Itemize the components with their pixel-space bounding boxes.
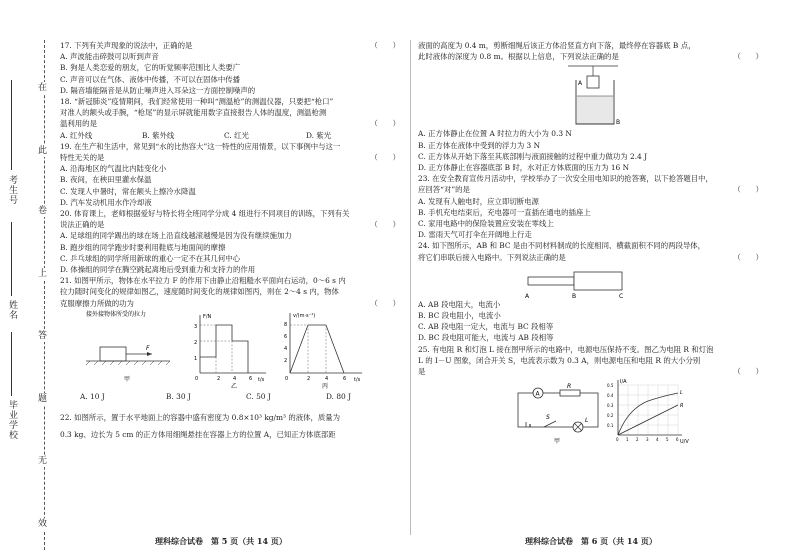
q25-graph-ylabel: I/A [620, 379, 627, 386]
q21-yi-ylabel: F/N [203, 313, 212, 320]
q18-stem: 温利用的是 （ ） [60, 119, 400, 129]
q25-ammeter-label: A [535, 390, 540, 398]
q24-option: D. BC 段电阻可能大，电流与 AB 段相等 [418, 333, 554, 343]
q21-bing-ylabel: v/(m·s⁻¹) [293, 312, 316, 319]
column-divider [410, 40, 411, 535]
q20-option: D. 体操组的同学在腾空跳起离地后受到重力和支持力的作用 [60, 265, 256, 275]
q22-figure [418, 62, 763, 128]
q24-conductor-ab [528, 277, 574, 285]
q25-switch-label: S [546, 414, 550, 422]
q25-resistor [560, 390, 580, 396]
q21-yi-xtick: 6 [249, 375, 253, 382]
q22-liquid [577, 96, 613, 124]
page-footer-left: 理科综合试卷 第 5 页（共 14 页） [155, 536, 287, 546]
q21-bing-ytick: 4 [284, 345, 288, 352]
margin-char: 在 [38, 83, 48, 93]
binding-dashed-line [44, 40, 45, 550]
margin-char: 题 [38, 394, 48, 404]
q22-option: A. 正方体静止在位置 A 时拉力的大小为 0.3 N [418, 129, 572, 139]
q25-curve-r-label: R [680, 403, 684, 410]
q21-bing-guides [290, 325, 326, 373]
q25-label-jia: 甲 [554, 438, 561, 446]
q21-force-label: F [146, 344, 150, 352]
q25-graph-xtick: 6 [676, 437, 679, 443]
q22-option: B. 正方体在液体中受到的浮力为 3 N [418, 140, 541, 150]
binding-margin [0, 0, 56, 560]
q25-curve-l-label: L [680, 390, 683, 397]
school-label: 毕业学校 [7, 400, 17, 440]
q25-graph-xtick: 2 [636, 437, 639, 443]
q21-bing-xtick: 4 [325, 375, 329, 382]
margin-char: 答 [38, 331, 48, 341]
q22-label-a: A [578, 80, 583, 88]
q24-conductor-bc [574, 272, 622, 290]
q18-option: A. 红外线 [60, 130, 93, 140]
q17-option: B. 狗是人类恋爱的朋友，它的听觉频率范围比人类要广 [60, 63, 241, 73]
q21-bing-ytick: 8 [284, 321, 288, 328]
q21-bing-ytick: 6 [284, 333, 288, 340]
q21-yi-ytick: 1 [194, 355, 198, 362]
q17-option: D. 隔音墙能隔音是从防止噪声进入耳朵这一方面控制噪声的 [60, 85, 256, 95]
q24-label-c: C [619, 292, 624, 299]
q25-graph-xtick: 4 [656, 437, 659, 443]
q24-option: B. BC 段电阻小，电流小 [418, 311, 501, 321]
exam-number-label: 考生号 [7, 175, 17, 205]
q18-option: C. 红光 [224, 130, 249, 140]
q21-label-yi: 乙 [231, 382, 238, 389]
q21-yi-xlabel: t/s [258, 376, 265, 383]
q18-option: D. 紫光 [306, 130, 332, 140]
q25-lamp-label: L [585, 417, 589, 425]
q18-options [60, 130, 400, 141]
q17-option: A. 声波能击碎鼓可以听到声音 [60, 52, 159, 62]
q21-option: D. 80 J [326, 391, 352, 401]
q21-bing-velocity-curve [290, 325, 344, 373]
q18-stem: 18. “新冠肺炎”疫情期间，我们经常使用一种叫“测温枪”的测温仪器，只要把“枪口” [60, 97, 334, 107]
q20-stem: 20. 体育课上，老师根据爱好与特长将全班同学分成 4 组进行不同项目的训练，下列有关 [60, 209, 350, 219]
q21-option: B. 30 J [166, 391, 191, 401]
q25-stem: 25. 有电阻 R 和灯泡 L 接在图甲所示的电路中，电源电压保持不变。图乙为电阻 R 和灯泡 [418, 344, 714, 354]
q22-option: C. 正方体从开始下落至其底部刚与液面接触的过程中重力做功为 2.4 J [418, 151, 648, 161]
exam-number-underline [11, 80, 12, 170]
name-label: 姓名 [7, 300, 17, 320]
q23-option: C. 家用电路中的保险装置应安装在零线上 [418, 219, 554, 229]
q18-stem: 对准人的额头或手腕，“枪尾”的显示屏就能用数字直接报告人体的温度，测温枪测 [60, 108, 327, 118]
q25-graph-xtick: 0 [616, 437, 619, 443]
q23-option: B. 手机充电结束后，充电器可一直插在通电的插座上 [418, 207, 591, 217]
q25-graph-grid [618, 385, 678, 435]
q23-option: D. 雷雨天气可打伞在开阔地上行走 [418, 230, 532, 240]
q25-stem: L 的 I－U 图象，闭合开关 S，电流表示数为 0.3 A，则电源电压和电阻 R 的大小分别 [418, 355, 701, 365]
q23-stem: 23. 在安全教育宣传月活动中，学校举办了一次安全用电知识的抢答赛，以下抢答题目中， [418, 174, 713, 184]
q21-stem: 21. 如图甲所示，物体在水平拉力 F 的作用下由静止沿粗糙水平面向右运动，0～6 s 内 [60, 276, 346, 286]
q25-figures [418, 377, 763, 445]
q17-stem: 17. 下列有关声现象的说法中，正确的是 （ ） [60, 41, 400, 50]
q19-stem: 19. 在生产和生活中，常见到“水的比热容大”这一特性的应用情景，以下事例中与这一 [60, 141, 341, 151]
margin-char: 上 [38, 269, 48, 279]
q24-label-a: A [525, 292, 530, 299]
left-column [60, 40, 400, 440]
margin-char: 效 [38, 519, 48, 529]
page-footer-right: 理科综合试卷 第 6 页（共 14 页） [525, 536, 657, 546]
q19-option: D. 汽车发动机用水作冷却液 [60, 197, 152, 207]
q21-bing-xlabel: t/s [354, 376, 361, 383]
q21-yi-xtick: 4 [233, 375, 237, 382]
q23-option: A. 发现有人触电时，应立即切断电源 [418, 196, 539, 206]
q21-bing-xtick: 0 [285, 375, 289, 382]
q19-option: A. 沿海地区的气温比内陆变化小 [60, 164, 167, 174]
q20-stem: 说法正确的是 （ ） [60, 220, 400, 230]
q17-option: C. 声音可以在气体、液体中传播，不可以在固体中传播 [60, 74, 241, 84]
q22-stem-cont: 液面的高度为 0.4 m，剪断细绳后该正方体沿竖直方向下落，最终停在容器底 B 点， [418, 41, 696, 50]
q25-graph-xtick: 3 [646, 437, 649, 443]
q20-option: B. 跑步组的同学跑步时要利用鞋底与地面间的摩擦 [60, 242, 226, 252]
margin-char: 此 [38, 146, 48, 156]
q21-options [60, 391, 400, 402]
q25-graph-ytick: 0.1 [607, 423, 614, 429]
q25-graph-ytick: 0.3 [607, 403, 614, 409]
q22-option: D. 正方体静止在容器底部 B 时，水对正方体底面的压力为 16 N [418, 163, 630, 173]
q22-label-b: B [616, 119, 621, 127]
q19-option: C. 发现人中暑时，常在额头上擦冷水降温 [60, 186, 196, 196]
margin-char: 卷 [38, 206, 48, 216]
q21-yi-ytick: 3 [194, 323, 198, 330]
school-underline [11, 332, 12, 396]
q24-stem: 将它们串联后接入电路中。下列说法正确的是 （ ） [418, 252, 763, 262]
q18-option: B. 紫外线 [142, 130, 175, 140]
q21-ground-hatch [86, 361, 170, 365]
q21-bing-xtick: 2 [307, 375, 311, 382]
q22-stem: 0.3 kg、边长为 5 cm 的正方体用细绳悬挂在容器上方的位置 A，已知正方体底部距 [60, 430, 336, 440]
q25-resistor-label: R [567, 383, 572, 391]
q21-yi-ytick: 2 [194, 339, 198, 346]
q21-block [100, 347, 126, 361]
q22-stem: 22. 如图所示，置于水平地面上的容器中盛有密度为 0.8×10³ kg/m³ 的液体，质量为 [60, 413, 341, 423]
q23-stem: 应回答“对”的是 （ ） [418, 185, 763, 195]
q24-option: A. AB 段电阻大，电流小 [418, 299, 501, 309]
q22-stem-cont: 此时液体的深度为 0.8 m。根据以上信息，下列说法正确的是 （ ） [418, 52, 763, 62]
q21-bing-xtick: 6 [343, 375, 347, 382]
q21-yi-force-curve [200, 325, 248, 373]
q21-yi-xtick: 2 [217, 375, 221, 382]
q25-stem: 是 （ ） [418, 367, 763, 377]
q20-option: A. 足球组的同学踢出的球在场上沿直线越滚越慢是因为没有继续施加力 [60, 231, 292, 241]
q25-graph-xtick: 1 [626, 437, 629, 443]
q21-fig-caption: 接外接物体所受的拉力 [86, 310, 147, 318]
q25-graph-xlabel: U/V [680, 439, 689, 446]
right-column [418, 40, 763, 445]
q25-graph-xtick: 5 [666, 437, 669, 443]
q21-figures [80, 309, 400, 389]
q24-option: C. AB 段电阻一定大，电流与 BC 段相等 [418, 322, 554, 332]
q25-graph-ytick: 0.4 [607, 393, 614, 399]
q24-stem: 24. 如下图所示，AB 和 BC 是由不同材料制成的长度相同、横截面积不同的两段导体， [418, 241, 706, 251]
q22-cube [587, 76, 599, 88]
q21-label-jia: 甲 [124, 375, 131, 383]
q21-label-bing: 丙 [322, 382, 329, 389]
q21-stem: 拉力随时间变化的规律如图乙，速度随时间变化的规律如图丙，则在 2～4 s 内，物体 [60, 287, 339, 297]
q20-option: C. 乒乓球组的同学所用新球的重心一定不在其几何中心 [60, 253, 241, 263]
margin-char: 无 [38, 456, 48, 466]
q24-figure [418, 263, 763, 299]
name-underline [11, 222, 12, 296]
q25-graph-ytick: 0.5 [607, 383, 614, 389]
q21-bing-ytick: 2 [284, 357, 288, 364]
q21-option: C. 50 J [246, 391, 271, 401]
q24-label-b: B [572, 292, 577, 299]
q19-option: B. 夜间，在秧田里灌水保温 [60, 175, 152, 185]
q21-yi-xtick: 0 [195, 375, 199, 382]
q19-stem: 特性无关的是 （ ） [60, 153, 400, 163]
q25-graph-ytick: 0.2 [607, 413, 614, 419]
q21-arrow-head [147, 352, 152, 356]
q21-stem: 克服摩擦力所做的功为 （ ） [60, 298, 400, 308]
q25-switch [544, 421, 556, 427]
q21-option: A. 10 J [80, 391, 105, 401]
